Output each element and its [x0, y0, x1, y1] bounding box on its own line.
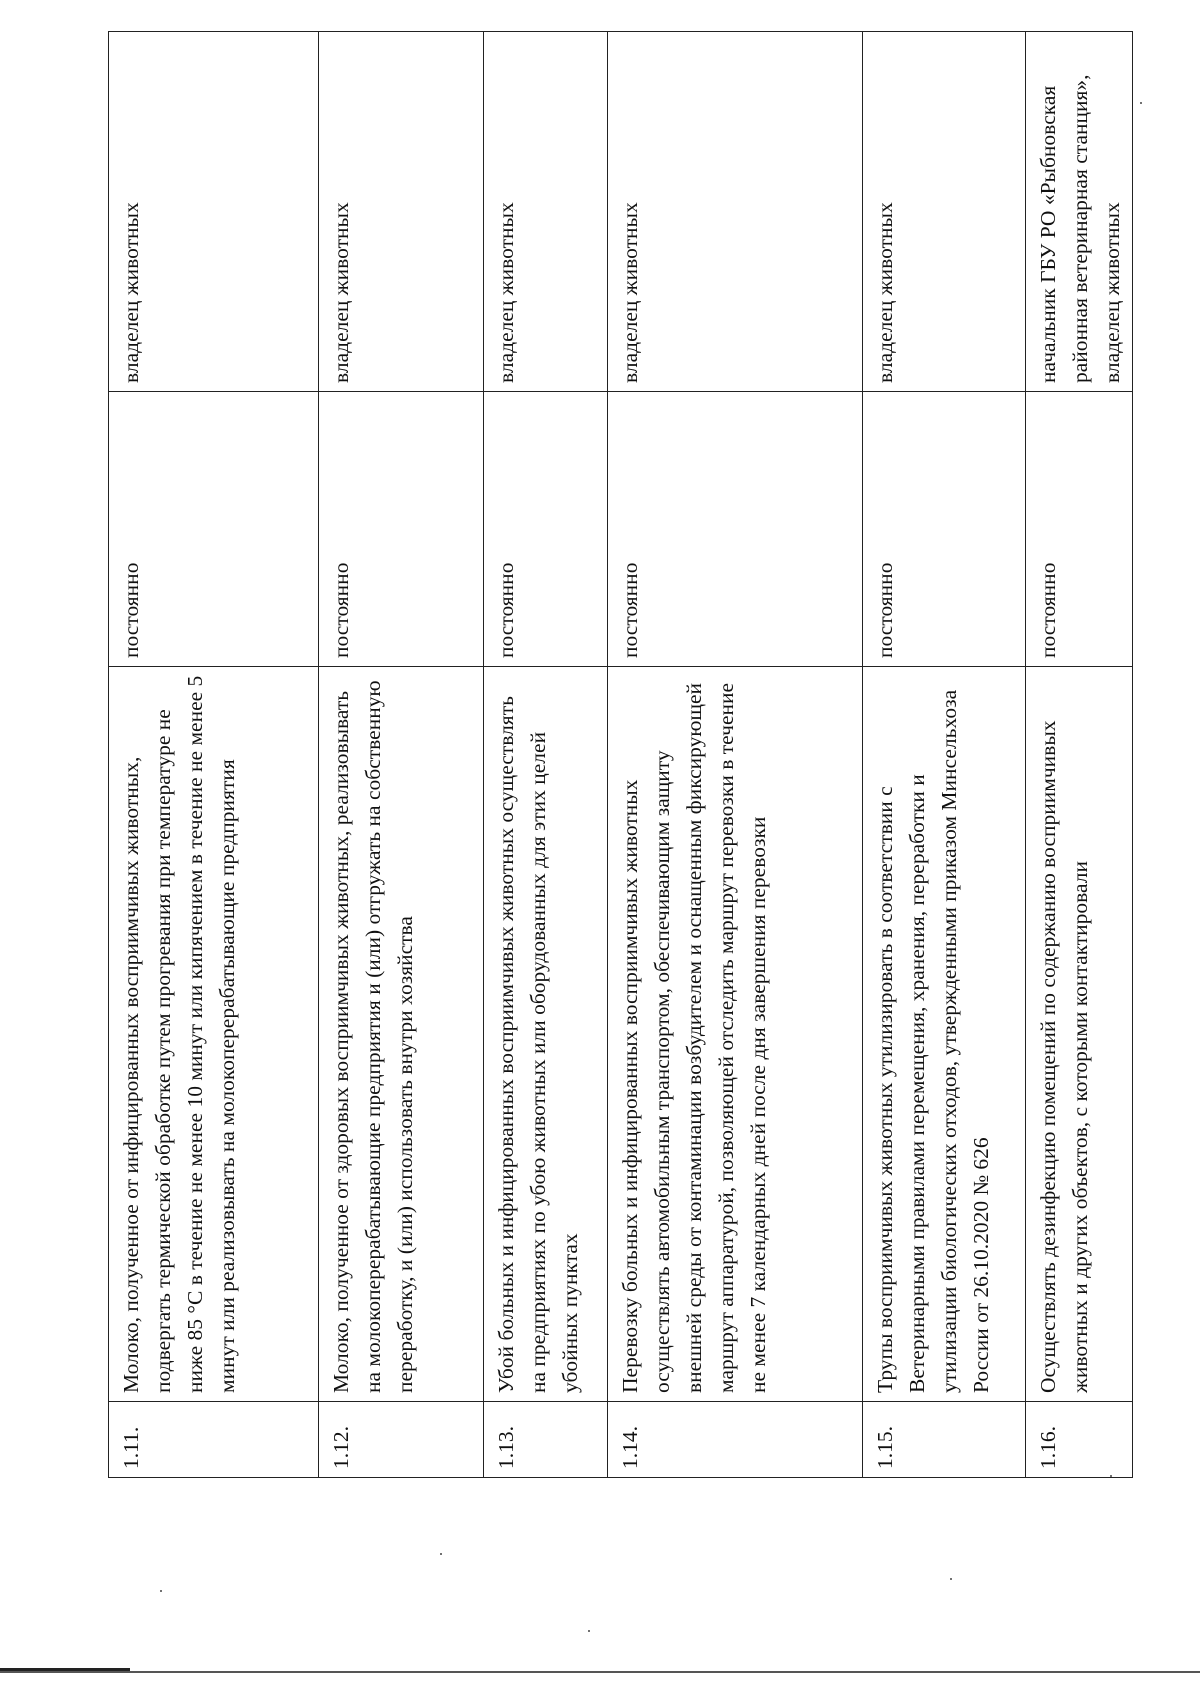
scan-speck — [1140, 102, 1142, 104]
responsible-cell: владелец животных — [484, 32, 608, 392]
table-row — [863, 32, 1026, 1478]
scan-speck — [1110, 1475, 1112, 1477]
term-cell: постоянно — [1026, 392, 1133, 667]
scan-speck — [588, 1630, 590, 1632]
row-number: 1.11. — [109, 1402, 319, 1478]
scan-speck — [950, 1578, 952, 1580]
term-cell: постоянно — [863, 392, 1026, 667]
responsible-cell: начальник ГБУ РО «Рыбновская районная ветеринарная станция», владелец животных — [1026, 32, 1133, 392]
measure-cell: Убой больных и инфицированных восприимчивых животных осуществлять на предприятиях по убою животных или оборудованных для этих целей убойных пунктах — [484, 667, 608, 1402]
measure-cell: Молоко, полученное от инфицированных восприимчивых животных, подвергать термической обработке путем прогревания при температуре не ниже 85 °С в течение не менее 10 минут или кипячением в течение не менее 5 минут или реализовывать на молокоперерабатывающие предприятия — [109, 667, 319, 1402]
table-row — [109, 32, 319, 1478]
table-row — [1026, 32, 1133, 1478]
responsible-cell: владелец животных — [608, 32, 863, 392]
measure-cell: Перевозку больных и инфицированных восприимчивых животных осуществлять автомобильным транспортом, обеспечивающим защиту внешней среды от контаминации возбудителем и оснащенным фиксирующей маршрут аппаратурой, позволяющей отследить маршрут перевозки в течение не менее 7 календарных дней после дня завершения перевозки — [608, 667, 863, 1402]
term-cell: постоянно — [319, 392, 484, 667]
table-row — [319, 32, 484, 1478]
row-number: 1.14. — [608, 1402, 863, 1478]
row-number: 1.12. — [319, 1402, 484, 1478]
row-number: 1.15. — [863, 1402, 1026, 1478]
scan-speck — [440, 1553, 442, 1555]
rotated-table-container — [108, 32, 1124, 1478]
responsible-cell: владелец животных — [863, 32, 1026, 392]
table-row — [608, 32, 863, 1478]
measure-cell: Трупы восприимчивых животных утилизировать в соответствии с Ветеринарными правилами перемещения, хранения, переработки и утилизации биологических отходов, утвержденными приказом Минсельхоза России от 26.10.2020 № 626 — [863, 667, 1026, 1402]
measure-cell: Осуществлять дезинфекцию помещений по содержанию восприимчивых животных и других объектов, с которыми контактировали — [1026, 667, 1133, 1402]
responsible-cell: владелец животных — [319, 32, 484, 392]
term-cell: постоянно — [608, 392, 863, 667]
row-number: 1.13. — [484, 1402, 608, 1478]
scan-edge-line — [0, 1671, 1200, 1673]
scan-speck — [160, 1590, 162, 1592]
measure-cell: Молоко, полученное от здоровых восприимчивых животных, реализовывать на молокоперерабатывающие предприятия и (или) отгружать на собственную переработку, и (или) использовать внутри хозяйства — [319, 667, 484, 1402]
table-row — [484, 32, 608, 1478]
term-cell: постоянно — [109, 392, 319, 667]
measures-table — [108, 31, 1133, 1478]
responsible-cell: владелец животных — [109, 32, 319, 392]
row-number: 1.16. — [1026, 1402, 1133, 1478]
term-cell: постоянно — [484, 392, 608, 667]
